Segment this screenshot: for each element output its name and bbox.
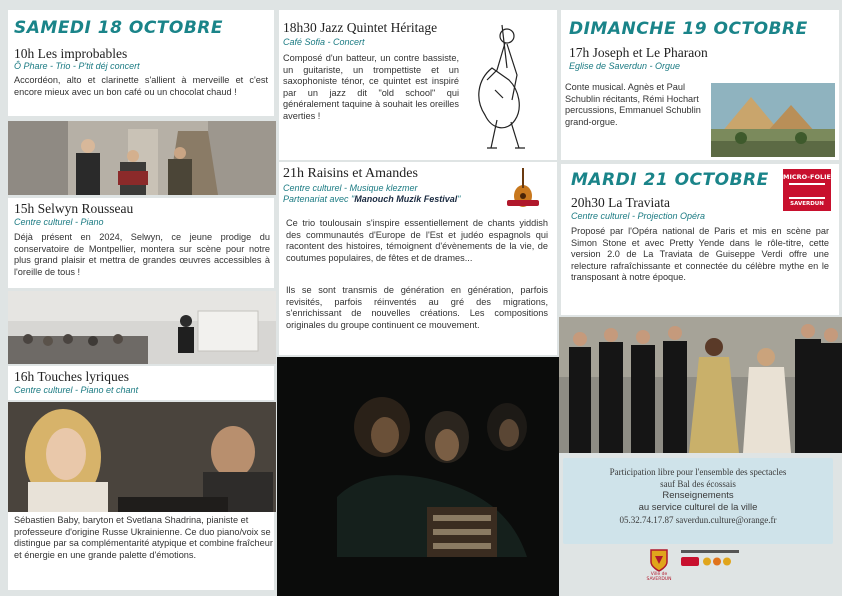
manouch-festival-logo: [507, 166, 539, 212]
badge-subtitle: SAVERDUN: [790, 201, 824, 207]
event-title: 21h Raisins et Amandes: [283, 166, 418, 181]
photo-joseph-pharaon: [711, 83, 835, 157]
photo-raisins-amandes: [277, 357, 559, 596]
event-location: Centre culturel - Projection Opéra: [571, 211, 706, 221]
info-renseignements: Renseignements: [662, 490, 734, 501]
ville-label: Ville de SAVERDUN: [646, 572, 672, 582]
event-location: Centre culturel - Piano: [14, 217, 104, 227]
event-description: Conte musical. Agnès et Paul Schublin récitants, Rémi Hochart percussions, Emmanuel Schublin grand-orgue.: [565, 82, 701, 127]
bass-player-illustration: [467, 20, 537, 155]
day-title-sunday: DIMANCHE 19 OCTOBRE: [569, 19, 808, 39]
event-location: Centre culturel - Musique klezmer: [283, 183, 418, 193]
partner-name: Manouch Muzik Festival: [354, 194, 458, 204]
event-description-continued: Ils se sont transmis de génération en génération, parfois revisités, parfois réinventés au gré des migrations, s'enrichissant de nouvelles créations. Les compositions originales du groupe continuent ce mouvement.: [286, 285, 548, 330]
event-title: 10h Les improbables: [14, 46, 128, 61]
day-title-tuesday: MARDI 21 OCTOBRE: [571, 170, 769, 190]
photo-touches-lyriques: [8, 402, 276, 512]
partner-suffix: ": [457, 194, 461, 204]
event-title: 20h30 La Traviata: [571, 195, 670, 210]
event-description: Accordéon, alto et clarinette s'allient à merveille et c'est encore mieux avec un bon café ou un chocolat chaud !: [14, 75, 268, 97]
photo-selwyn-piano: [8, 291, 276, 364]
event-title: 17h Joseph et Le Pharaon: [569, 45, 708, 60]
column-saturday: [0, 0, 277, 596]
column-saturday-evening: [277, 0, 559, 596]
event-location: Café Sofia - Concert: [283, 37, 365, 47]
event-description: Déjà présent en 2024, Selwyn, ce jeune prodige du conservatoire de Montpellier, montera sur scène pour notre plus grand plaisir et mettra de grandes œuvres accessibles à l'oreille de tous !: [14, 232, 270, 277]
day-title-saturday: SAMEDI 18 OCTOBRE: [14, 18, 223, 38]
event-description: Ce trio toulousain s'inspire essentiellement de chants yiddish des communautés d'Europe de l'Est et judéo espagnols qui racontent des histoires, témoignent d'évènements de la vie, de coutumes populaires, de fêtes et de drames...: [286, 218, 548, 263]
badge-stripes: [789, 183, 825, 199]
event-description: Composé d'un batteur, un contre bassiste, un guitariste, un trompettiste et un saxophoniste ténor, ce quintet est inspiré par un jazz dit "old school" qui généralement taquine à souhait les oreilles averties !: [283, 53, 459, 121]
event-title: 16h Touches lyriques: [14, 369, 130, 384]
event-description: Sébastien Baby, baryton et Svetlana Shadrina, pianiste et professeure d'origine Russe Ukrainienne. Ce duo piano/voix se distingue par sa complémentarité atypique et combine fraîcheur et énergie en une grande palette d'émotions.: [14, 515, 273, 560]
saverdun-crest-icon: [649, 548, 669, 572]
info-contact: 05.32.74.17.87 saverdun.culture@orange.fr: [619, 515, 777, 525]
info-exception: sauf Bal des écossais: [660, 479, 736, 489]
column-sunday-tuesday: [559, 0, 842, 596]
info-participation: Participation libre pour l'ensemble des spectacles: [609, 467, 787, 477]
info-text: [563, 466, 833, 526]
info-service: au service culturel de la ville: [638, 502, 758, 513]
event-title: 15h Selwyn Rousseau: [14, 201, 134, 216]
event-location: Centre culturel - Piano et chant: [14, 385, 139, 395]
event-description: Proposé par l'Opéra national de Paris et mis en scène par Simon Stone et avec Pretty Yende dans le rôle-titre, cette version 2.0 de La Traviata de Guiseppe Verdi offre une relecture rafraîchissante et connectée du célèbre mythe en le transposant à notre époque.: [571, 226, 829, 282]
partner-logos: [681, 550, 741, 568]
badge-title: MICRO-FOLIE: [783, 173, 831, 181]
partner-prefix: Partenariat avec ": [283, 194, 355, 204]
event-title: 18h30 Jazz Quintet Héritage: [283, 20, 438, 35]
event-partnership: [283, 194, 460, 204]
micro-folie-badge: [783, 169, 831, 211]
photo-la-traviata: [559, 317, 842, 453]
event-location: Ô Phare - Trio - P'tit déj concert: [14, 61, 140, 71]
photo-improbables: [8, 121, 276, 195]
event-location: Eglise de Saverdun - Orgue: [569, 61, 681, 71]
